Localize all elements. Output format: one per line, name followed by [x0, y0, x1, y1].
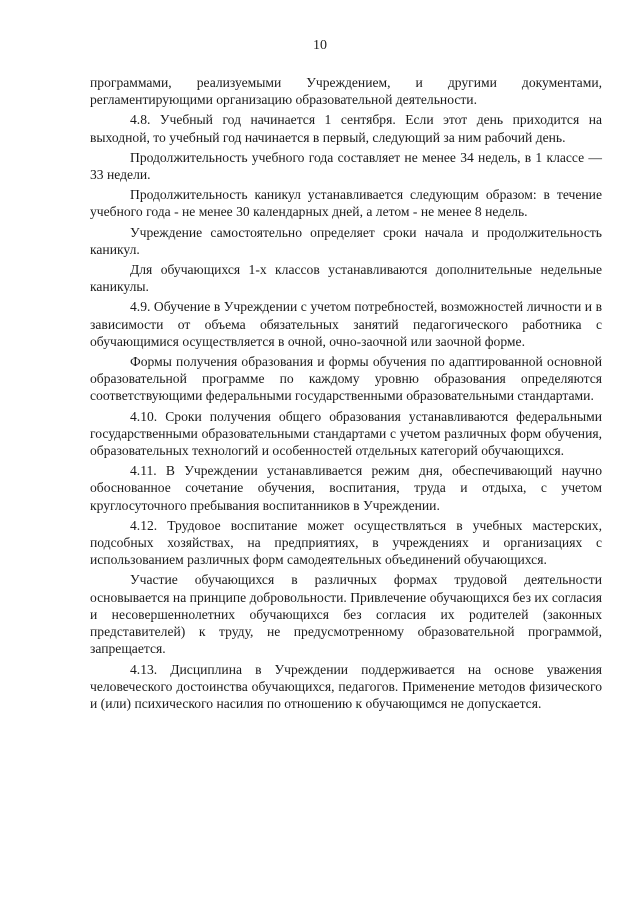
paragraph-4-9: 4.9. Обучение в Учреждении с учетом потребностей, возможностей личности и в зависимости от объема обязательных занятий педагогического работника с обучающимися осуществляется в очной, очно-заочной или заочной форме.: [90, 299, 602, 349]
paragraph-4-12: 4.12. Трудовое воспитание может осуществляться в учебных мастерских, подсобных хозяйствах, на предприятиях, в учреждениях и организациях с использованием различных форм самодеятельных объединений обучающихся.: [90, 517, 602, 568]
paragraph-4-11: 4.11. В Учреждении устанавливается режим дня, обеспечивающий научно обоснованное сочетание обучения, воспитания, труда и отдыха, с учетом круглосуточного пребывания воспитанников в Учреждении.: [90, 463, 602, 513]
paragraph-holidays-duration: Продолжительность каникул устанавливается следующим образом: в течение учебного года - не менее 30 календарных дней, а летом - не менее 8 недель.: [90, 187, 602, 220]
document-body: [90, 74, 602, 715]
paragraph-labor-participation: Участие обучающихся в различных формах трудовой деятельности основывается на принципе добровольности. Привлечение обучающихся без их согласия и несовершеннолетних обучающихся без согласия их родителей (законных представителей) к труду, не предусмотренному образовательной программой, запрещается.: [90, 572, 602, 657]
paragraph-holidays-dates: Учреждение самостоятельно определяет сроки начала и продолжительность каникул.: [90, 224, 602, 257]
paragraph-first-grade-holidays: Для обучающихся 1-х классов устанавливаются дополнительные недельные каникулы.: [90, 262, 602, 295]
paragraph-4-13: 4.13. Дисциплина в Учреждении поддерживается на основе уважения человеческого достоинства обучающихся, педагогов. Применение методов физического и (или) психического насилия по отношению к обучающимся не допускается.: [90, 661, 602, 711]
paragraph-school-year-duration: Продолжительность учебного года составляет не менее 34 недель, в 1 классе — 33 недели.: [90, 149, 602, 183]
paragraph-continuation: программами, реализуемыми Учреждением, и другими документами, регламентирующими организацию образовательной деятельности.: [90, 75, 602, 108]
paragraph-education-forms: Формы получения образования и формы обучения по адаптированной основной образовательной программе по каждому уровню образования определяются соответствующими федеральными государственными образовательными стандартами.: [90, 354, 602, 404]
page-number: 10: [313, 38, 327, 53]
paragraph-4-10: 4.10. Сроки получения общего образования устанавливаются федеральными государственными образовательными стандартами с учетом различных форм обучения, образовательных технологий и особенностей отдельных категорий обучающихся.: [90, 408, 602, 459]
paragraph-4-8: 4.8. Учебный год начинается 1 сентября. Если этот день приходится на выходной, то учебный год начинается в первый, следующий за ним рабочий день.: [90, 112, 602, 145]
